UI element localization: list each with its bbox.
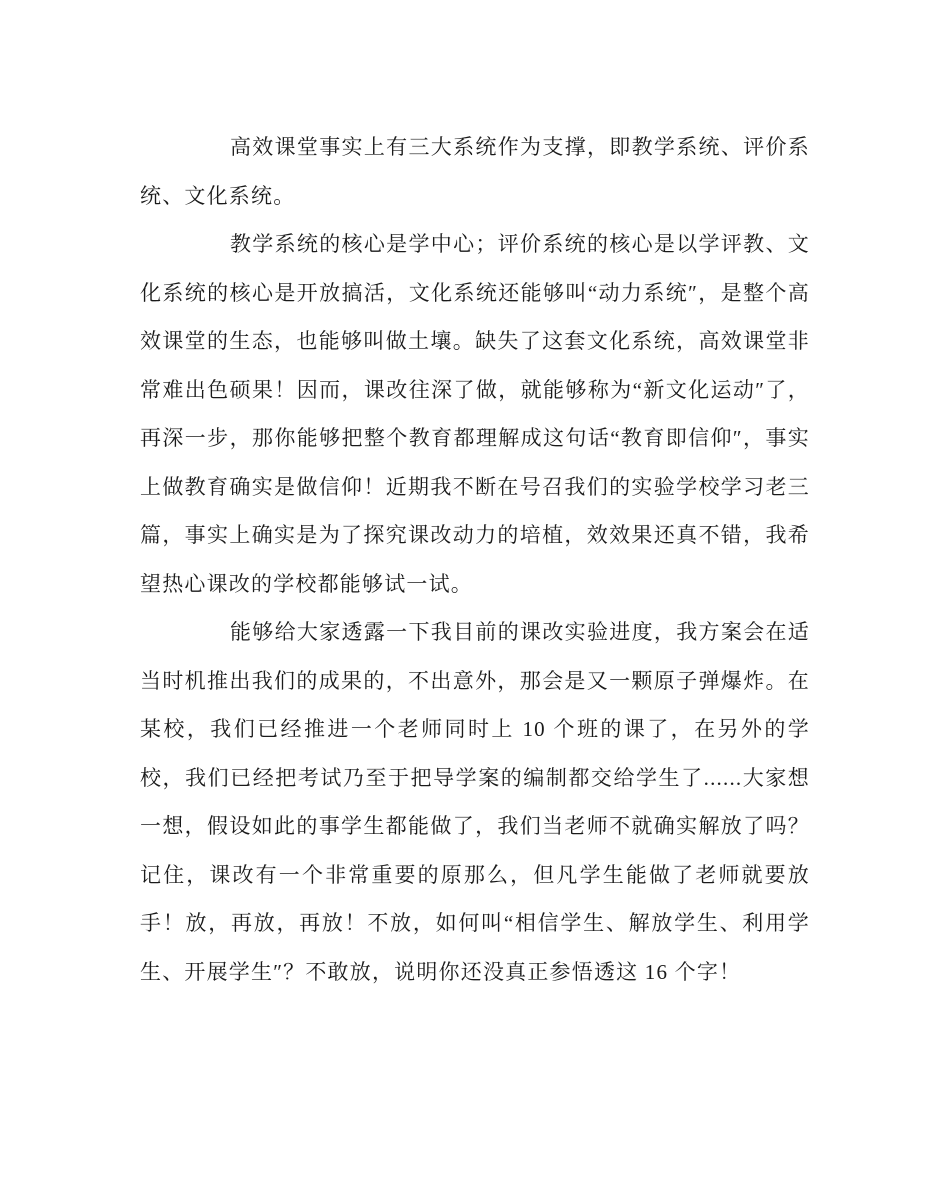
paragraph-1: 高效课堂事实上有三大系统作为支撑，即教学系统、评价系统、文化系统。 [140,135,810,208]
paragraph-2: 教学系统的核心是学中心；评价系统的核心是以学评教、文化系统的核心是开放搞活，文化系统还能够叫“动力系统″，是整个高效课堂的生态，也能够叫做土壤。缺失了这套文化系统，高效课堂非常难出色硕果！因而，课改往深了做，就能够称为“新文化运动″了，再深一步，那你能够把整个教育都理解成这句话“教育即信仰″，事实上做教育确实是做信仰！近期我不断在号召我们的实验学校学习老三篇，事实上确实是为了探究课改动力的培植，效效果还真不错，我希望热心课改的学校都能够试一试。 [140,232,810,596]
document-body [140,123,810,996]
paragraph-3: 能够给大家透露一下我目前的课改实验进度，我方案会在适当时机推出我们的成果的，不出意外，那会是又一颗原子弹爆炸。在某校，我们已经推进一个老师同时上 10 个班的课了，在另外的学校，我们已经把考试乃至于把导学案的编制都交给学生了......大家想一想，假设如此的事学生都能做了，我们当老师不就确实解放了吗？记住，课改有一个非常重要的原那么，但凡学生能做了老师就要放手！放，再放，再放！不放，如何叫“相信学生、解放学生、利用学生、开展学生″？不敢放，说明你还没真正参悟透这 16 个字！ [140,620,810,984]
